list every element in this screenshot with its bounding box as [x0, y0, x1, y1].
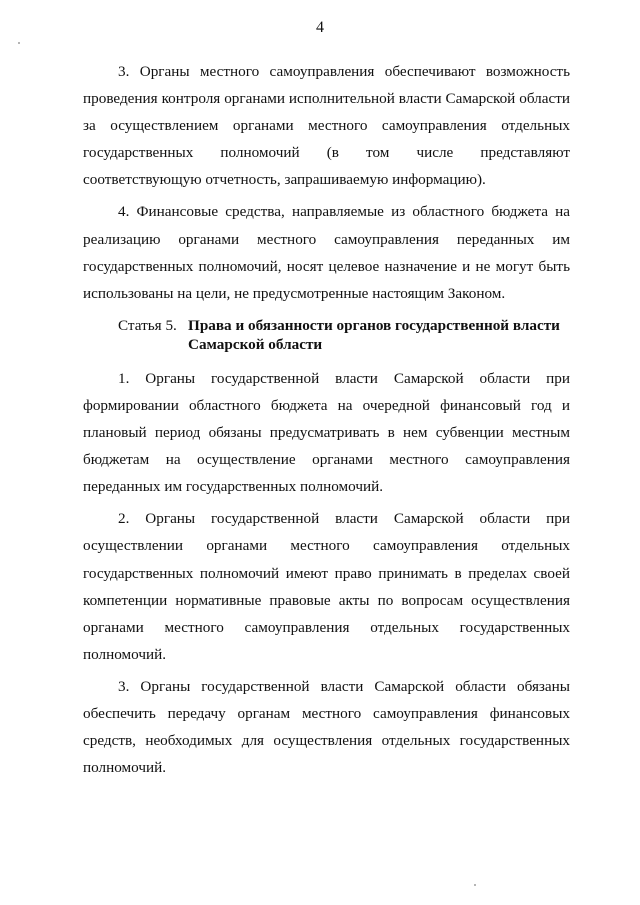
paragraph-section4-item4: 4. Финансовые средства, направляемые из областного бюджета на реализацию органами местного самоуправления переданных им государственных полномочий, носят целевое назначение и не могут быть использованы на цели, не предусмотренные настоящим Законом. — [83, 203, 570, 302]
page-number: 4 — [316, 19, 324, 36]
paragraph-article5-item2: 2. Органы государственной власти Самарской области при осуществлении органами местного самоуправления отдельных государственных полномочий имеют право принимать в пределах своей компетенции нормативные правовые акты по вопросам осуществления органами местного самоуправления отдельных государственных полномочий. — [83, 510, 570, 663]
paragraph-article5-item3: 3. Органы государственной власти Самарской области обязаны обеспечить передачу органам местного самоуправления финансовых средств, необходимых для осуществления отдельных государственных полномочий. — [83, 677, 570, 777]
paragraph-section4-item3: 3. Органы местного самоуправления обеспечивают возможность проведения контроля органами исполнительной власти Самарской области за осуществлением органами местного самоуправления отдельных государственных полномочий (в том числе представляют соответствующую отчетность, запрашиваемую информацию). — [83, 63, 570, 189]
article-title: Права и обязанности органов государственной власти Самарской области — [188, 316, 560, 353]
article-heading — [83, 312, 570, 360]
scan-speck — [18, 42, 20, 44]
scan-speck — [474, 884, 476, 886]
article-label: Статья 5. — [118, 316, 177, 334]
paragraph-article5-item1: 1. Органы государственной власти Самарской области при формировании областного бюджета на очередной финансовый год и плановый период обязаны предусматривать в нем субвенции местным бюджетам на осуществление органами местного самоуправления переданных им государственных полномочий. — [83, 369, 570, 496]
document-body — [83, 58, 570, 786]
